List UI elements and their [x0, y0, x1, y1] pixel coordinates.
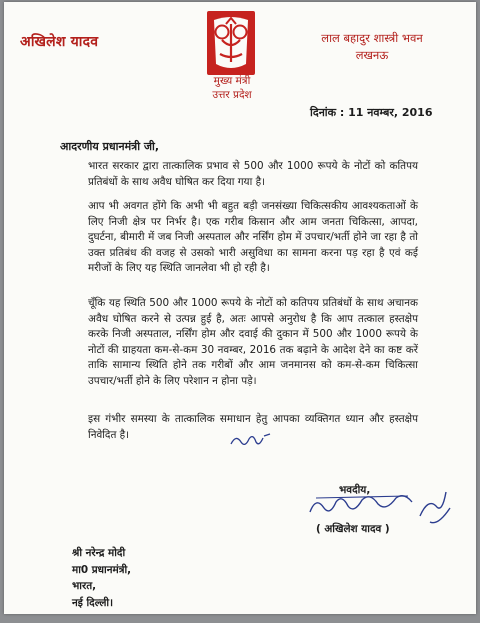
recipient-line-1: श्री नरेन्द्र मोदी [72, 547, 126, 559]
letterhead-name: अखिलेश यादव [20, 34, 99, 50]
letterhead-address [292, 30, 452, 64]
address-line-1: लाल बहादुर शास्त्री भवन [321, 31, 423, 45]
recipient-line-4: नई दिल्ली। [72, 596, 114, 609]
up-government-emblem-icon [206, 10, 256, 76]
initials-scribble [228, 430, 274, 452]
salutation: आदरणीय प्रधानमंत्री जी, [60, 140, 160, 153]
recipient-line-3: भारत, [72, 580, 97, 592]
letter-date: दिनांक : 11 नवम्बर, 2016 [310, 106, 433, 119]
letter-page [4, 2, 476, 614]
body-paragraph-3: चूँकि यह स्थिति 500 और 1000 रूपये के नोटों को कतिपय प्रतिबंधों के साथ अचानक अवैध घोषित करने से उत्पन्न हुई है, अतः आपसे अनुरोध है कि आप तत्काल हस्तक्षेप करके निजी अस्पताल, नर्सिंग होम और दवाई की दुकान में 500 और 1000 रूपये के नोटों की ग्राहयता कम-से-कम 30 नवम्बर, 2016 तक बढ़ाने के आदेश देने का कष्ट करें ताकि सामान्य स्थिति होने तक गरीबों और आम जनमानस को कम-से-कम चिकित्सा उपचार/भर्ती होने के लिए परेशान न होना पड़े। [88, 297, 418, 387]
body-paragraph-1: भारत सरकार द्वारा तात्कालिक प्रभाव से 500 और 1000 रूपये के नोटों को कतिपय प्रतिबंधों के साथ अवैध घोषित कर दिया गया है। [88, 160, 418, 188]
closing: भवदीय, [339, 484, 371, 496]
office-line-2: उत्तर प्रदेश [212, 89, 252, 101]
office-line-1: मुख्य मंत्री [213, 75, 251, 87]
letterhead-office [164, 74, 300, 102]
body-paragraph-4: इस गंभीर समस्या के तात्कालिक समाधान हेतु आपका व्यक्तिगत ध्यान और हस्तक्षेप निवेदित है। [88, 413, 418, 441]
body-paragraph-2: आप भी अवगत होंगे कि अभी भी बहुत बड़ी जनसंख्या चिकित्सकीय आवश्यकताओं के लिए निजी क्षेत्र पर निर्भर है। एक गरीब किसान और आम जनता चिकित्सा, आपदा, दुघर्टना, बीमारी में जब निजी अस्पताल और नर्सिंग होम में उपचार/भर्ती होने जा रहा है तो उक्त प्रतिबंध की वजह से उसको भारी असुविधा का सामना करना पड़ रहा है एवं कई मरीजों के लिए यह स्थिति जानलेवा भी हो रही है। [88, 200, 418, 274]
signatory-name: ( अखिलेश यादव ) [316, 523, 390, 535]
recipient-address [72, 545, 131, 611]
address-line-2: लखनऊ [355, 48, 389, 62]
recipient-line-2: मा0 प्रधानमंत्री, [72, 563, 132, 576]
